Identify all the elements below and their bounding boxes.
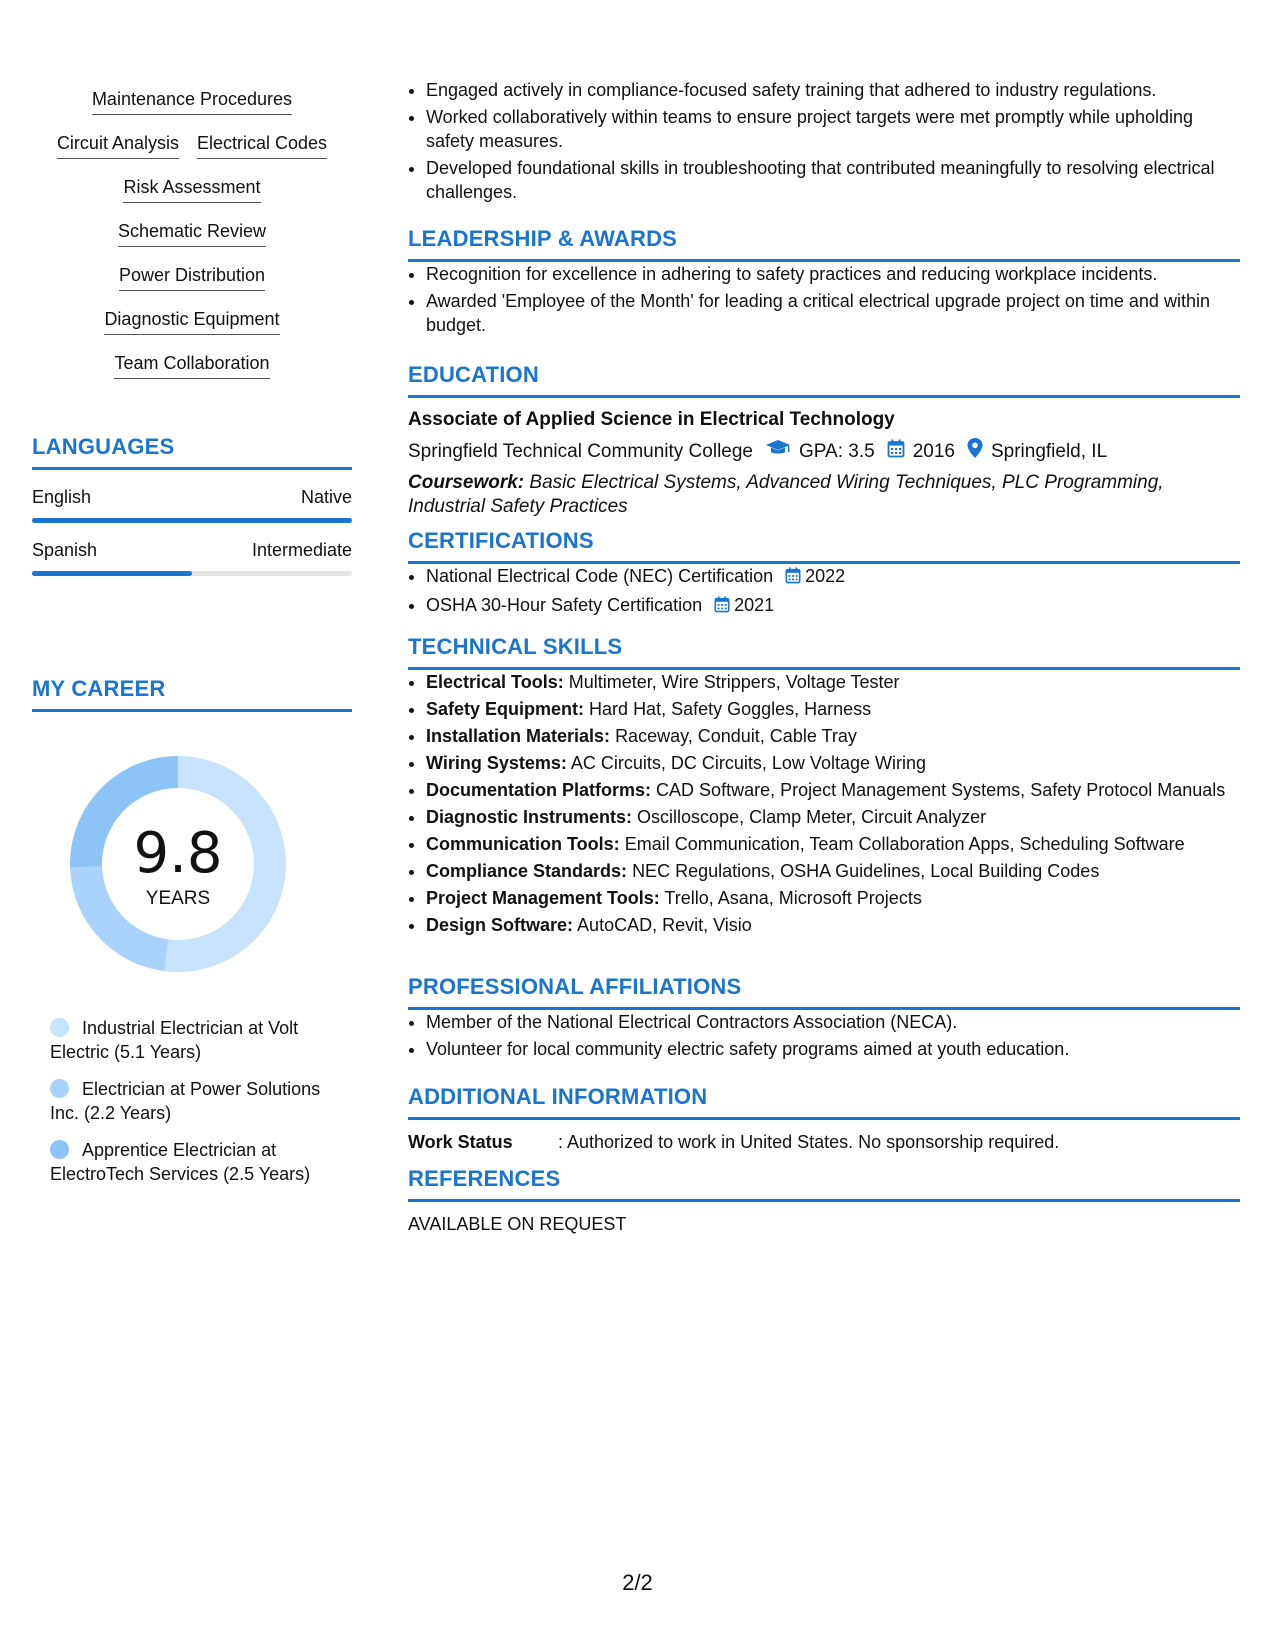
list-item: • Engaged actively in compliance-focused safety training that adhered to industry regulations.: [426, 78, 1240, 102]
list-item: • Awarded 'Employee of the Month' for leading a critical electrical upgrade project on time and within budget.: [426, 289, 1240, 337]
affiliations-section: [408, 974, 1240, 1064]
skill-row: [32, 176, 352, 203]
technical-skill-label: Design Software:: [426, 915, 574, 935]
certification-year: 2021: [734, 595, 775, 615]
education-title: EDUCATION: [408, 362, 1240, 398]
language-item: [32, 539, 352, 576]
technical-skill-value: NEC Regulations, OSHA Guidelines, Local Building Codes: [632, 861, 1100, 881]
skill-tag: Power Distribution: [119, 264, 265, 291]
technical-skill-value: CAD Software, Project Management Systems, Safety Protocol Manuals: [656, 780, 1226, 800]
leadership-section: [408, 226, 1240, 340]
career-legend-item: [50, 1138, 350, 1186]
technical-skill-label: Communication Tools:: [426, 834, 620, 854]
page-number: 2/2: [622, 1570, 653, 1595]
technical-skill-item: [426, 778, 1240, 802]
technical-skill-label: Documentation Platforms:: [426, 780, 652, 800]
skill-tag: Diagnostic Equipment: [104, 308, 279, 335]
list-item: • Volunteer for local community electric safety programs aimed at youth education.: [426, 1037, 1240, 1061]
certifications-list: [408, 564, 1240, 619]
certification-name: OSHA 30-Hour Safety Certification: [426, 595, 703, 615]
language-bar: [32, 518, 352, 523]
work-status-row: [408, 1130, 1240, 1154]
technical-skill-label: Diagnostic Instruments:: [426, 807, 633, 827]
languages-title: LANGUAGES: [32, 434, 352, 470]
experience-continued: [408, 78, 1240, 207]
technical-skills-list: [408, 670, 1240, 937]
list-item: • Developed foundational skills in troubleshooting that contributed meaningfully to resolving electrical challenges.: [426, 156, 1240, 204]
coursework-label: Coursework:: [408, 472, 525, 493]
language-row: [32, 539, 352, 561]
legend-dot: [50, 1018, 69, 1037]
legend-dot: [50, 1079, 69, 1098]
certification-item: [426, 564, 1240, 590]
skill-tag: Schematic Review: [118, 220, 266, 247]
additional-info-section: [408, 1084, 1240, 1154]
work-status-label: Work Status: [408, 1132, 513, 1152]
technical-skill-label: Wiring Systems:: [426, 753, 567, 773]
additional-info-title: ADDITIONAL INFORMATION: [408, 1084, 1240, 1120]
certification-name: National Electrical Code (NEC) Certification: [426, 566, 774, 586]
technical-skill-label: Electrical Tools:: [426, 672, 564, 692]
skill-row: [32, 220, 352, 247]
technical-skill-item: [426, 751, 1240, 775]
language-bar-fill: [32, 518, 352, 523]
language-row: [32, 486, 352, 508]
language-bar: [32, 571, 352, 576]
technical-skill-item: [426, 697, 1240, 721]
legend-dot: [50, 1140, 69, 1159]
language-level: Intermediate: [251, 540, 352, 560]
education-section: [408, 362, 1240, 519]
technical-skill-value: Hard Hat, Safety Goggles, Harness: [589, 699, 872, 719]
technical-skill-label: Compliance Standards:: [426, 861, 628, 881]
technical-skill-item: [426, 913, 1240, 937]
coursework-value: Basic Electrical Systems, Advanced Wiring Techniques, PLC Programming, Industrial Safety Practices: [408, 472, 1164, 517]
skill-tag: Risk Assessment: [123, 176, 260, 203]
location-pin-icon: [967, 438, 983, 465]
donut-center: [66, 752, 290, 976]
technical-skill-item: [426, 724, 1240, 748]
skill-tag: Electrical Codes: [197, 132, 327, 159]
graduation-cap-icon: [765, 439, 791, 464]
work-status-value: : Authorized to work in United States. No sponsorship required.: [558, 1132, 1060, 1152]
career-legend-item: [50, 1077, 350, 1125]
career-legend-label: Electrician at Power Solutions Inc. (2.2 Years): [50, 1079, 321, 1123]
language-item: [32, 486, 352, 523]
affiliations-title: PROFESSIONAL AFFILIATIONS: [408, 974, 1240, 1010]
skill-row: [32, 132, 352, 159]
career-legend: [50, 1016, 350, 1199]
education-location: Springfield, IL: [990, 440, 1108, 462]
calendar-icon: [785, 566, 801, 590]
career-legend-label: Industrial Electrician at Volt Electric (5.1 Years): [50, 1018, 299, 1062]
technical-skill-value: Email Communication, Team Collaboration Apps, Scheduling Software: [624, 834, 1185, 854]
certifications-section: [408, 528, 1240, 622]
skill-row: [32, 352, 352, 379]
technical-skill-value: Trello, Asana, Microsoft Projects: [664, 888, 922, 908]
technical-skill-label: Project Management Tools:: [426, 888, 660, 908]
language-bar-fill: [32, 571, 192, 576]
technical-skill-item: [426, 670, 1240, 694]
education-year: 2016: [912, 440, 955, 462]
career-legend-item: [50, 1016, 350, 1064]
technical-skill-value: Raceway, Conduit, Cable Tray: [615, 726, 857, 746]
leadership-list: [408, 262, 1240, 337]
skill-row: [32, 308, 352, 335]
education-coursework: [408, 471, 1240, 519]
certifications-title: CERTIFICATIONS: [408, 528, 1240, 564]
language-name: Spanish: [32, 540, 98, 560]
technical-skill-value: AutoCAD, Revit, Visio: [577, 915, 752, 935]
references-section: [408, 1166, 1240, 1236]
technical-skill-value: Multimeter, Wire Strippers, Voltage Tester: [568, 672, 900, 692]
leadership-title: LEADERSHIP & AWARDS: [408, 226, 1240, 262]
skill-tag: Maintenance Procedures: [92, 88, 292, 115]
skill-tag: Team Collaboration: [114, 352, 269, 379]
technical-skill-item: [426, 886, 1240, 910]
skills-tags: [32, 88, 352, 396]
technical-skills-section: [408, 634, 1240, 940]
certification-item: [426, 593, 1240, 619]
education-details: [408, 438, 1240, 465]
career-title: MY CAREER: [32, 676, 352, 712]
skill-row: [32, 88, 352, 115]
certification-year: 2022: [805, 566, 846, 586]
technical-skill-value: Oscilloscope, Clamp Meter, Circuit Analyzer: [637, 807, 987, 827]
technical-skill-label: Installation Materials:: [426, 726, 611, 746]
education-degree: Associate of Applied Science in Electrical Technology: [408, 409, 895, 430]
technical-skill-item: [426, 832, 1240, 856]
technical-skill-value: AC Circuits, DC Circuits, Low Voltage Wiring: [570, 753, 926, 773]
career-legend-label: Apprentice Electrician at ElectroTech Services (2.5 Years): [50, 1140, 311, 1184]
list-item: • Recognition for excellence in adhering to safety practices and reducing workplace incidents.: [426, 262, 1240, 286]
technical-skill-item: [426, 859, 1240, 883]
career-donut-chart: [66, 752, 290, 976]
education-school: Springfield Technical Community College: [408, 440, 753, 462]
skill-tag: Circuit Analysis: [57, 132, 179, 159]
technical-skill-item: [426, 805, 1240, 829]
career-total-years: 9.8: [133, 821, 223, 886]
references-title: REFERENCES: [408, 1166, 1240, 1202]
references-text: AVAILABLE ON REQUEST: [408, 1214, 627, 1234]
languages-section: [32, 434, 352, 576]
technical-skills-title: TECHNICAL SKILLS: [408, 634, 1240, 670]
career-total-unit: YEARS: [145, 888, 211, 909]
language-level: Native: [300, 487, 352, 507]
list-item: • Member of the National Electrical Contractors Association (NECA).: [426, 1010, 1240, 1034]
languages-list: [32, 486, 352, 576]
experience-bullets: [408, 78, 1240, 204]
calendar-icon: [714, 595, 730, 619]
language-name: English: [32, 487, 92, 507]
calendar-icon: [887, 439, 905, 465]
career-section: [32, 676, 352, 1184]
list-item: • Worked collaboratively within teams to ensure project targets were met promptly while upholding safety measures.: [426, 105, 1240, 153]
skill-row: [32, 264, 352, 291]
technical-skill-label: Safety Equipment:: [426, 699, 585, 719]
education-gpa: GPA: 3.5: [799, 440, 875, 462]
affiliations-list: [408, 1010, 1240, 1061]
